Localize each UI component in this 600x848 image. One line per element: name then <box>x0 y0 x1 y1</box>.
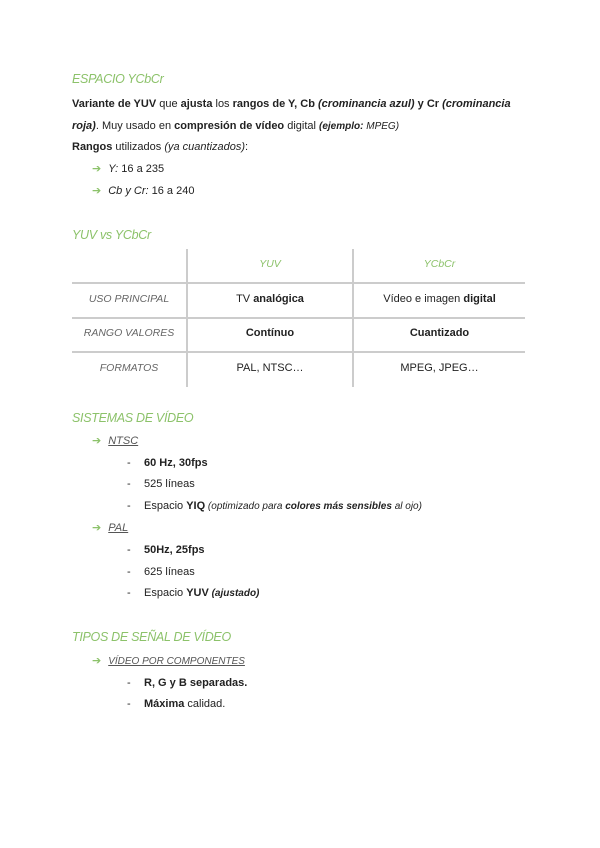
text-digital: digital <box>284 120 320 132</box>
ntsc-item-frequency <box>127 456 208 470</box>
componentes-item-calidad <box>127 697 225 711</box>
text-muy-usado: . Muy usado en <box>95 120 175 132</box>
dash-bullet: - <box>127 698 131 710</box>
table-row-label-formatos: FORMATOS <box>99 362 159 374</box>
dash-bullet: - <box>127 478 131 490</box>
pal-item-lines <box>127 565 195 579</box>
dash-bullet: - <box>127 566 131 578</box>
list-item-ntsc <box>92 434 138 448</box>
item-text: R, G y B separadas. <box>144 677 248 689</box>
paragraph-ycbcr-line2 <box>72 119 399 134</box>
cell-text-bold: analógica <box>253 293 304 305</box>
text-ya-cuantizados: (ya cuantizados) <box>164 141 246 153</box>
range-value: 16 a 235 <box>118 163 165 175</box>
ntsc-item-space <box>127 499 422 514</box>
heading-sistemas-video: SISTEMAS DE VÍDEO <box>72 411 194 425</box>
text-crominancia: (crominancia <box>439 98 511 110</box>
table-rule <box>72 351 525 353</box>
text-crominancia-azul: (crominancia azul) <box>314 98 415 110</box>
text-variante-yuv: Variante de YUV <box>72 98 157 110</box>
table-row-label-rango: RANGO VALORES <box>83 327 175 339</box>
item-text-italic: (optimizado para <box>205 501 286 512</box>
pal-item-frequency <box>127 543 205 557</box>
text-ejemplo: (ejemplo: <box>319 121 364 132</box>
arrow-icon: ➔ <box>92 185 102 197</box>
paragraph-rangos <box>72 140 248 154</box>
item-text: 50Hz, 25fps <box>144 544 205 556</box>
ntsc-item-lines <box>127 477 195 491</box>
text-ajusta: ajusta <box>180 98 213 110</box>
comparison-table <box>72 249 525 387</box>
range-label: Cb y Cr: <box>108 185 149 197</box>
text-mpeg: MPEG) <box>363 121 400 132</box>
text-y-cr: y Cr <box>414 98 440 110</box>
arrow-icon: ➔ <box>92 522 102 534</box>
item-text-bold-italic: colores más sensibles <box>285 501 392 512</box>
item-text-italic: al ojo) <box>391 501 422 512</box>
table-header-yuv: YUV <box>259 258 281 270</box>
item-text-bold: YIQ <box>186 500 206 512</box>
table-header-ycbcr: YCbCr <box>423 258 456 270</box>
item-text: 60 Hz, 30fps <box>144 457 208 469</box>
table-cell-formatos-ycbcr: MPEG, JPEG… <box>400 362 479 374</box>
text-colon: : <box>245 141 249 153</box>
text-rangos-y-cb: rangos de Y, Cb <box>232 98 315 110</box>
item-text: 525 líneas <box>144 478 195 490</box>
text-compresion-video: compresión de vídeo <box>174 120 285 132</box>
cell-text-bold: digital <box>463 293 496 305</box>
pal-item-space <box>127 586 259 601</box>
table-cell-uso-ycbcr <box>354 292 525 306</box>
text-utilizados: utilizados <box>112 141 165 153</box>
range-value: 16 a 240 <box>148 185 195 197</box>
componentes-item-rgb <box>127 676 247 690</box>
item-text: Espacio <box>144 500 187 512</box>
ntsc-label: NTSC <box>108 435 139 447</box>
item-text-bold: YUV <box>186 587 209 599</box>
cell-text: Vídeo e imagen <box>383 293 464 305</box>
heading-yuv-vs-ycbcr: YUV vs YCbCr <box>72 228 151 242</box>
dash-bullet: - <box>127 544 131 556</box>
list-item-video-componentes <box>92 654 245 669</box>
table-rule <box>72 282 525 284</box>
list-item-range-y <box>92 162 164 176</box>
dash-bullet: - <box>127 500 131 512</box>
range-label: Y: <box>108 163 119 175</box>
text-rangos: Rangos <box>72 141 113 153</box>
text-los: los <box>212 98 233 110</box>
componentes-label: VÍDEO POR COMPONENTES <box>108 656 245 667</box>
paragraph-ycbcr-line1 <box>72 97 511 111</box>
arrow-icon: ➔ <box>92 435 102 447</box>
dash-bullet: - <box>127 457 131 469</box>
arrow-icon: ➔ <box>92 163 102 175</box>
pal-label: PAL <box>108 522 129 534</box>
item-text-bold-italic: (ajustado) <box>208 588 260 599</box>
table-rule <box>72 317 525 319</box>
heading-tipos-senal: TIPOS DE SEÑAL DE VÍDEO <box>72 630 231 644</box>
dash-bullet: - <box>127 587 131 599</box>
cell-text: TV <box>236 293 254 305</box>
list-item-pal <box>92 521 128 535</box>
heading-espacio-ycbcr: ESPACIO YCbCr <box>72 72 164 86</box>
item-text-bold: Máxima <box>144 698 185 710</box>
item-text: calidad. <box>184 698 226 710</box>
arrow-icon: ➔ <box>92 655 102 667</box>
table-cell-rango-yuv: Contínuo <box>245 327 295 339</box>
dash-bullet: - <box>127 677 131 689</box>
item-text: Espacio <box>144 587 187 599</box>
text-que: que <box>156 98 181 110</box>
list-item-range-cbcr <box>92 184 194 198</box>
item-text: 625 líneas <box>144 566 195 578</box>
table-cell-formatos-yuv: PAL, NTSC… <box>236 362 304 374</box>
text-roja: roja) <box>72 120 96 132</box>
table-row-label-uso: USO PRINCIPAL <box>88 293 170 305</box>
table-cell-rango-ycbcr: Cuantizado <box>409 327 470 339</box>
table-cell-uso-yuv <box>188 292 352 306</box>
